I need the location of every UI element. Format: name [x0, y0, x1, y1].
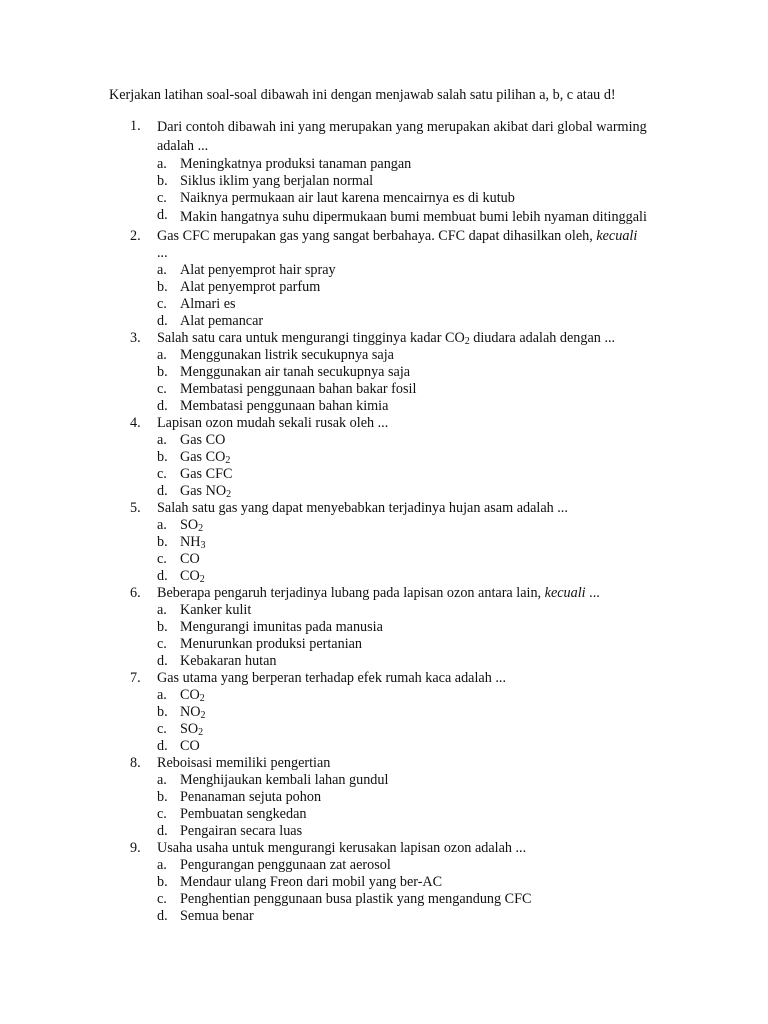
question-text: [157, 840, 650, 857]
italic-text: kecuali: [544, 585, 586, 601]
option-text: [180, 296, 650, 313]
option-text: [180, 207, 650, 228]
text-run: diudara adalah dengan ...: [469, 330, 616, 346]
question-number: 5.: [130, 500, 141, 516]
text-run: Gas NO: [180, 483, 227, 499]
option-text: [180, 874, 650, 891]
text-run: Penghentian penggunaan busa plastik yang mengandung CFC: [180, 891, 532, 907]
subscript-text: 2: [225, 455, 231, 466]
question-text: [157, 585, 650, 602]
option-text: [180, 517, 650, 534]
text-run: Mengurangi imunitas pada manusia: [180, 619, 383, 635]
option-letter: a.: [157, 432, 167, 448]
option-text: [180, 364, 650, 381]
option-text: [180, 398, 650, 415]
text-run: Gas CFC merupakan gas yang sangat berbahaya. CFC dapat dihasilkan oleh,: [157, 228, 597, 244]
option-text: [180, 704, 650, 721]
text-run: ...: [585, 585, 600, 601]
answer-option: [130, 738, 650, 755]
option-text: [180, 381, 650, 398]
option-text: [180, 551, 650, 568]
option-letter: d.: [157, 823, 168, 839]
option-text: [180, 857, 650, 874]
text-run: CO: [180, 687, 200, 703]
question-3: [130, 330, 650, 347]
question-8: [130, 755, 650, 772]
text-run: Penanaman sejuta pohon: [180, 789, 322, 805]
option-text: [180, 279, 650, 296]
question-number: 3.: [130, 330, 141, 346]
text-run: Makin hangatnya suhu dipermukaan bumi membuat bumi lebih nyaman ditinggali: [180, 209, 647, 225]
subscript-text: 2: [199, 574, 205, 585]
text-run: CO: [180, 738, 200, 754]
text-run: Meningkatnya produksi tanaman pangan: [180, 156, 412, 172]
option-letter: d.: [157, 568, 168, 584]
option-letter: a.: [157, 517, 167, 533]
question-1: [130, 118, 650, 156]
answer-option: [130, 449, 650, 466]
answer-option: [130, 823, 650, 840]
question-text: [157, 330, 650, 347]
option-letter: a.: [157, 262, 167, 278]
option-letter: c.: [157, 190, 167, 206]
option-letter: b.: [157, 449, 168, 465]
text-run: Gas CO: [180, 432, 226, 448]
option-letter: c.: [157, 636, 167, 652]
question-6: [130, 585, 650, 602]
text-run: Lapisan ozon mudah sekali rusak oleh ...: [157, 415, 389, 431]
text-run: Menggunakan listrik secukupnya saja: [180, 347, 394, 363]
question-text: [157, 228, 650, 262]
option-letter: a.: [157, 857, 167, 873]
question-number: 4.: [130, 415, 141, 431]
text-run: Gas CO: [180, 449, 226, 465]
subscript-text: 2: [198, 727, 204, 738]
option-text: [180, 823, 650, 840]
option-text: [180, 466, 650, 483]
answer-option: [130, 313, 650, 330]
answer-option: [130, 279, 650, 296]
option-text: [180, 721, 650, 738]
text-run: Semua benar: [180, 908, 254, 924]
answer-option: [130, 483, 650, 500]
option-text: [180, 653, 650, 670]
answer-option: [130, 789, 650, 806]
option-letter: b.: [157, 173, 168, 189]
option-letter: a.: [157, 772, 167, 788]
option-letter: a.: [157, 156, 167, 172]
option-text: [180, 568, 650, 585]
option-text: [180, 262, 650, 279]
question-text: [157, 415, 650, 432]
question-9: [130, 840, 650, 857]
answer-option: [130, 262, 650, 279]
text-run: ...: [157, 245, 168, 261]
answer-option: [130, 364, 650, 381]
question-number: 9.: [130, 840, 141, 856]
answer-option: [130, 173, 650, 190]
text-run: Gas CFC: [180, 466, 233, 482]
answer-option: [130, 891, 650, 908]
answer-option: [130, 636, 650, 653]
answer-option: [130, 908, 650, 925]
option-text: [180, 313, 650, 330]
text-run: Pengurangan penggunaan zat aerosol: [180, 857, 391, 873]
option-letter: c.: [157, 466, 167, 482]
option-letter: a.: [157, 347, 167, 363]
question-text: [157, 670, 650, 687]
option-text: [180, 687, 650, 704]
subscript-text: 3: [200, 540, 206, 551]
option-letter: d.: [157, 313, 168, 329]
option-letter: d.: [157, 738, 168, 754]
instruction-text: Kerjakan latihan soal-soal dibawah ini dengan menjawab salah satu pilihan a, b, c atau d!: [109, 87, 616, 103]
option-letter: b.: [157, 279, 168, 295]
option-letter: d.: [157, 908, 168, 924]
question-number: 7.: [130, 670, 141, 686]
question-4: [130, 415, 650, 432]
answer-option: [130, 381, 650, 398]
text-run: CO: [180, 568, 200, 584]
answer-option: [130, 619, 650, 636]
italic-text: kecuali: [596, 228, 638, 244]
option-letter: b.: [157, 789, 168, 805]
text-run: Kebakaran hutan: [180, 653, 277, 669]
subscript-text: 2: [199, 693, 205, 704]
question-number: 6.: [130, 585, 141, 601]
answer-option: [130, 568, 650, 585]
question-number: 8.: [130, 755, 141, 771]
text-run: Mendaur ulang Freon dari mobil yang ber-AC: [180, 874, 443, 890]
option-text: [180, 602, 650, 619]
text-run: Naiknya permukaan air laut karena mencairnya es di kutub: [180, 190, 515, 206]
text-run: CO: [180, 551, 200, 567]
text-run: Dari contoh dibawah ini yang merupakan yang merupakan akibat dari global warming adalah ...: [157, 119, 647, 154]
option-letter: c.: [157, 381, 167, 397]
option-text: [180, 347, 650, 364]
question-text: [157, 118, 650, 156]
text-run: Usaha usaha untuk mengurangi kerusakan lapisan ozon adalah ...: [157, 840, 527, 856]
subscript-text: 2: [464, 336, 470, 347]
question-2: [130, 228, 650, 262]
text-run: Salah satu gas yang dapat menyebabkan terjadinya hujan asam adalah ...: [157, 500, 568, 516]
option-text: [180, 449, 650, 466]
option-text: [180, 483, 650, 500]
answer-option: [130, 432, 650, 449]
question-number: 1.: [130, 118, 141, 134]
answer-option: [130, 551, 650, 568]
answer-option: [130, 602, 650, 619]
option-letter: c.: [157, 721, 167, 737]
answer-option: [130, 156, 650, 173]
subscript-text: 2: [200, 710, 206, 721]
subscript-text: 2: [198, 523, 204, 534]
text-run: Almari es: [180, 296, 236, 312]
question-list: [130, 118, 650, 925]
question-7: [130, 670, 650, 687]
option-text: [180, 908, 650, 925]
subscript-text: 2: [226, 489, 232, 500]
option-letter: d.: [157, 483, 168, 499]
text-run: Salah satu cara untuk mengurangi tingginya kadar CO: [157, 330, 465, 346]
option-text: [180, 806, 650, 823]
option-letter: d.: [157, 398, 168, 414]
answer-option: [130, 398, 650, 415]
option-letter: b.: [157, 364, 168, 380]
answer-option: [130, 857, 650, 874]
text-run: Pembuatan sengkedan: [180, 806, 307, 822]
answer-option: [130, 772, 650, 789]
option-text: [180, 619, 650, 636]
option-letter: b.: [157, 704, 168, 720]
option-text: [180, 432, 650, 449]
text-run: Membatasi penggunaan bahan kimia: [180, 398, 389, 414]
answer-option: [130, 653, 650, 670]
answer-option: [130, 687, 650, 704]
answer-option: [130, 874, 650, 891]
option-text: [180, 190, 650, 207]
option-letter: d.: [157, 207, 168, 223]
text-run: Alat penyemprot hair spray: [180, 262, 336, 278]
option-letter: b.: [157, 534, 168, 550]
option-letter: c.: [157, 296, 167, 312]
text-run: Kanker kulit: [180, 602, 252, 618]
option-letter: c.: [157, 806, 167, 822]
text-run: Pengairan secara luas: [180, 823, 303, 839]
option-text: [180, 738, 650, 755]
answer-option: [130, 190, 650, 207]
answer-option: [130, 721, 650, 738]
question-text: [157, 755, 650, 772]
answer-option: [130, 466, 650, 483]
option-letter: a.: [157, 602, 167, 618]
text-run: NH: [180, 534, 201, 550]
option-text: [180, 789, 650, 806]
answer-option: [130, 296, 650, 313]
text-run: Beberapa pengaruh terjadinya lubang pada lapisan ozon antara lain,: [157, 585, 545, 601]
text-run: NO: [180, 704, 201, 720]
option-letter: c.: [157, 891, 167, 907]
text-run: Reboisasi memiliki pengertian: [157, 755, 331, 771]
question-number: 2.: [130, 228, 141, 244]
option-letter: a.: [157, 687, 167, 703]
text-run: Gas utama yang berperan terhadap efek rumah kaca adalah ...: [157, 670, 506, 686]
answer-option: [130, 347, 650, 364]
text-run: SO: [180, 721, 199, 737]
option-letter: b.: [157, 619, 168, 635]
option-text: [180, 636, 650, 653]
text-run: Siklus iklim yang berjalan normal: [180, 173, 374, 189]
text-run: SO: [180, 517, 199, 533]
answer-option: [130, 517, 650, 534]
text-run: Menghijaukan kembali lahan gundul: [180, 772, 389, 788]
question-5: [130, 500, 650, 517]
answer-option: [130, 704, 650, 721]
option-text: [180, 891, 650, 908]
option-letter: b.: [157, 874, 168, 890]
text-run: Membatasi penggunaan bahan bakar fosil: [180, 381, 417, 397]
answer-option: [130, 207, 650, 228]
option-letter: d.: [157, 653, 168, 669]
option-text: [180, 156, 650, 173]
option-text: [180, 772, 650, 789]
text-run: Alat pemancar: [180, 313, 264, 329]
answer-option: [130, 534, 650, 551]
text-run: Alat penyemprot parfum: [180, 279, 321, 295]
text-run: Menggunakan air tanah secukupnya saja: [180, 364, 411, 380]
option-text: [180, 173, 650, 190]
text-run: Menurunkan produksi pertanian: [180, 636, 363, 652]
option-letter: c.: [157, 551, 167, 567]
question-text: [157, 500, 650, 517]
option-text: [180, 534, 650, 551]
answer-option: [130, 806, 650, 823]
